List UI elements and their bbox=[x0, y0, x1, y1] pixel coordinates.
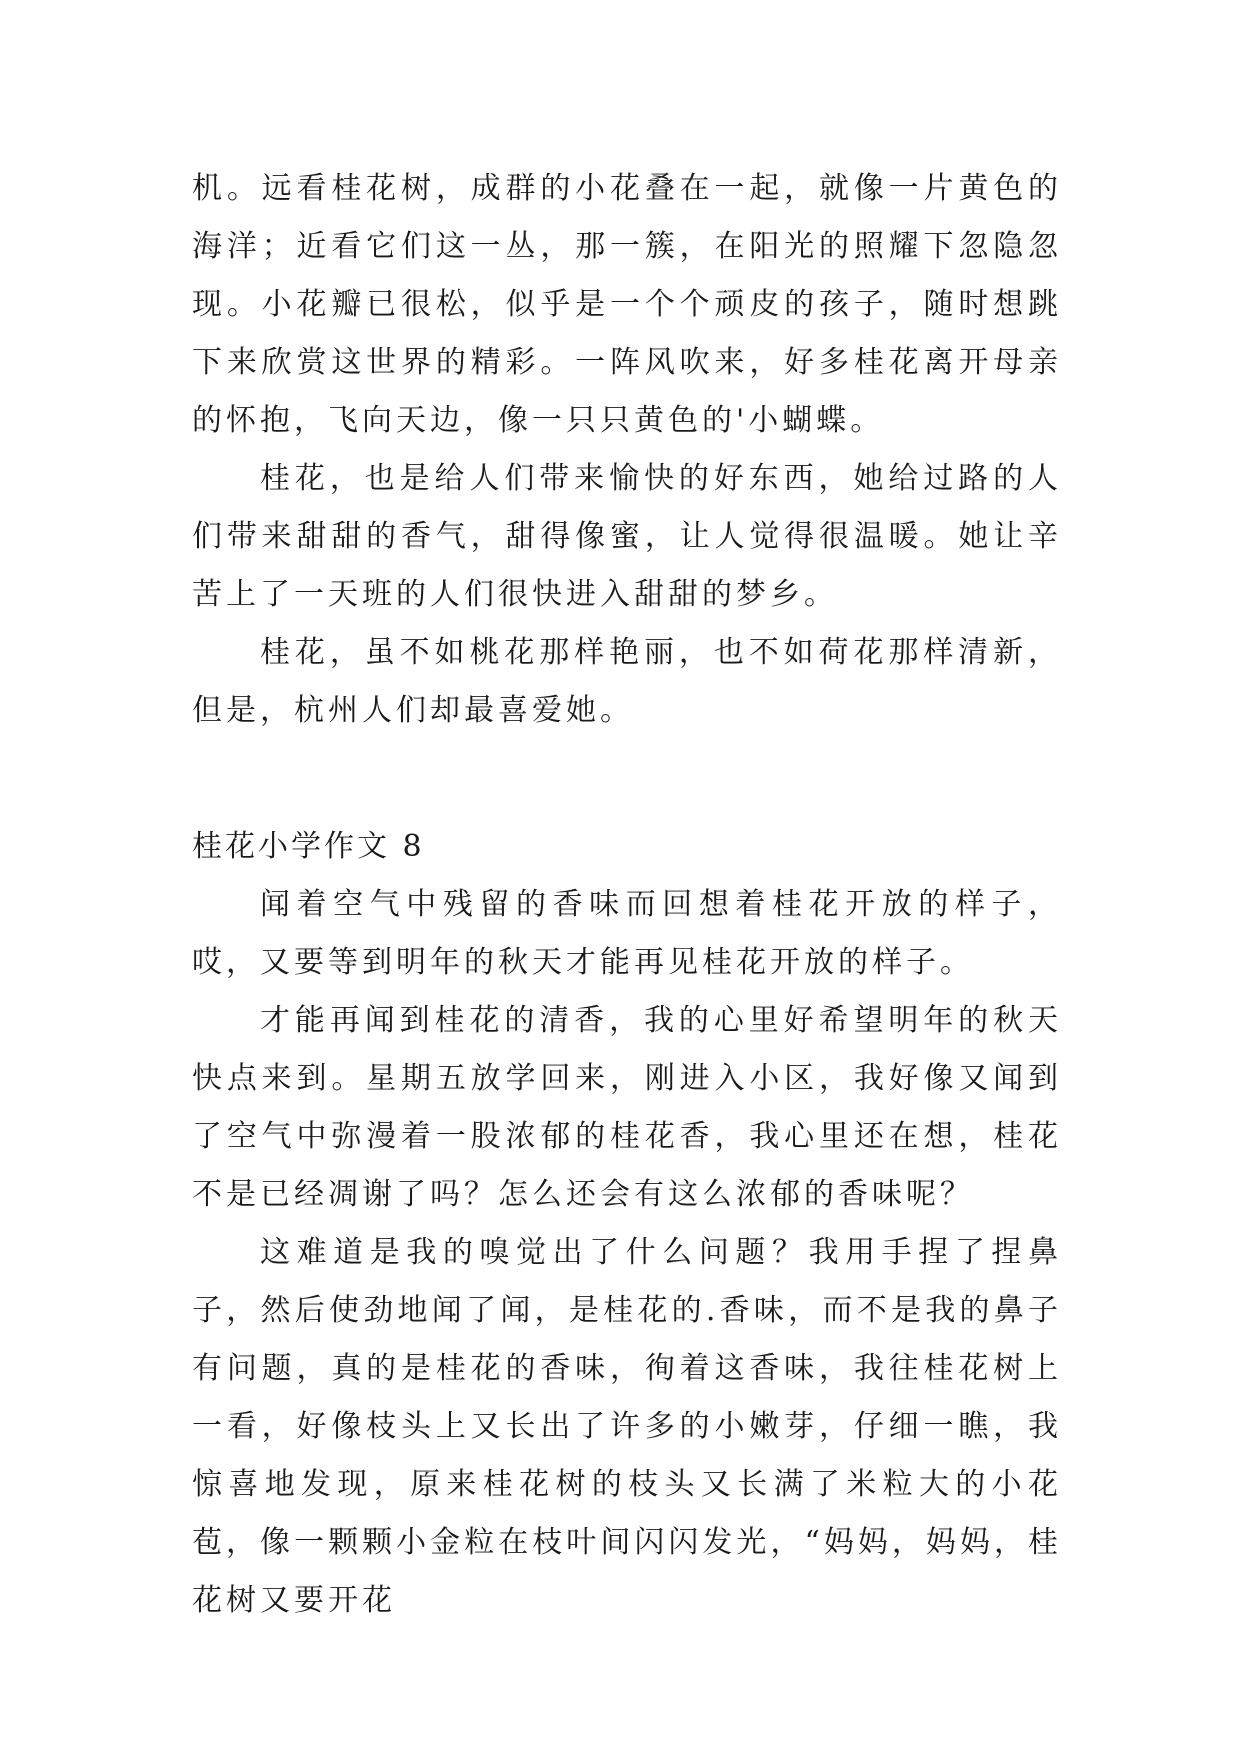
paragraph-hope-autumn: 才能再闻到桂花的清香，我的心里好希望明年的秋天快点来到。星期五放学回来，刚进入小区，我好像又闻到了空气中弥漫着一股浓郁的桂花香，我心里还在想，桂花不是已经凋谢了吗？怎么还会有这么浓郁的香味呢？ bbox=[192, 1003, 1062, 1212]
paragraph-discovery: 这难道是我的嗅觉出了什么问题？我用手捏了捏鼻子，然后使劲地闻了闻，是桂花的.香味，而不是我的鼻子有问题，真的是桂花的香味，徇着这香味，我往桂花树上一看，好像枝头上又长出了许多的小嫩芽，仔细一瞧，我惊喜地发现，原来桂花树的枝头又长满了米粒大的小花苞，像一颗颗小金粒在枝叶间闪闪发光，“妈妈，妈妈，桂花树又要开花 bbox=[192, 1235, 1062, 1618]
paragraph-osmanthus-beloved: 桂花，虽不如桃花那样艳丽，也不如荷花那样清新，但是，杭州人们却最喜爱她。 bbox=[192, 635, 1062, 728]
paragraph-osmanthus-pleasure: 桂花，也是给人们带来愉快的好东西，她给过路的人们带来甜甜的香气，甜得像蜜，让人觉得很温暖。她让辛苦上了一天班的人们很快进入甜甜的梦乡。 bbox=[192, 461, 1062, 612]
document-page bbox=[192, 160, 1062, 1630]
essay-heading: 桂花小学作文 8 bbox=[192, 829, 425, 864]
paragraph-continuation: 机。远看桂花树，成群的小花叠在一起，就像一片黄色的海洋；近看它们这一丛，那一簇，在阳光的照耀下忽隐忽现。小花瓣已很松，似乎是一个个顽皮的孩子，随时想跳下来欣赏这世界的精彩。一阵风吹来，好多桂花离开母亲的怀抱，飞向天边，像一只只黄色的'小蝴蝶。 bbox=[192, 171, 1062, 438]
paragraph-lingering-scent: 闻着空气中残留的香味而回想着桂花开放的样子，哎，又要等到明年的秋天才能再见桂花开放的样子。 bbox=[192, 887, 1062, 980]
